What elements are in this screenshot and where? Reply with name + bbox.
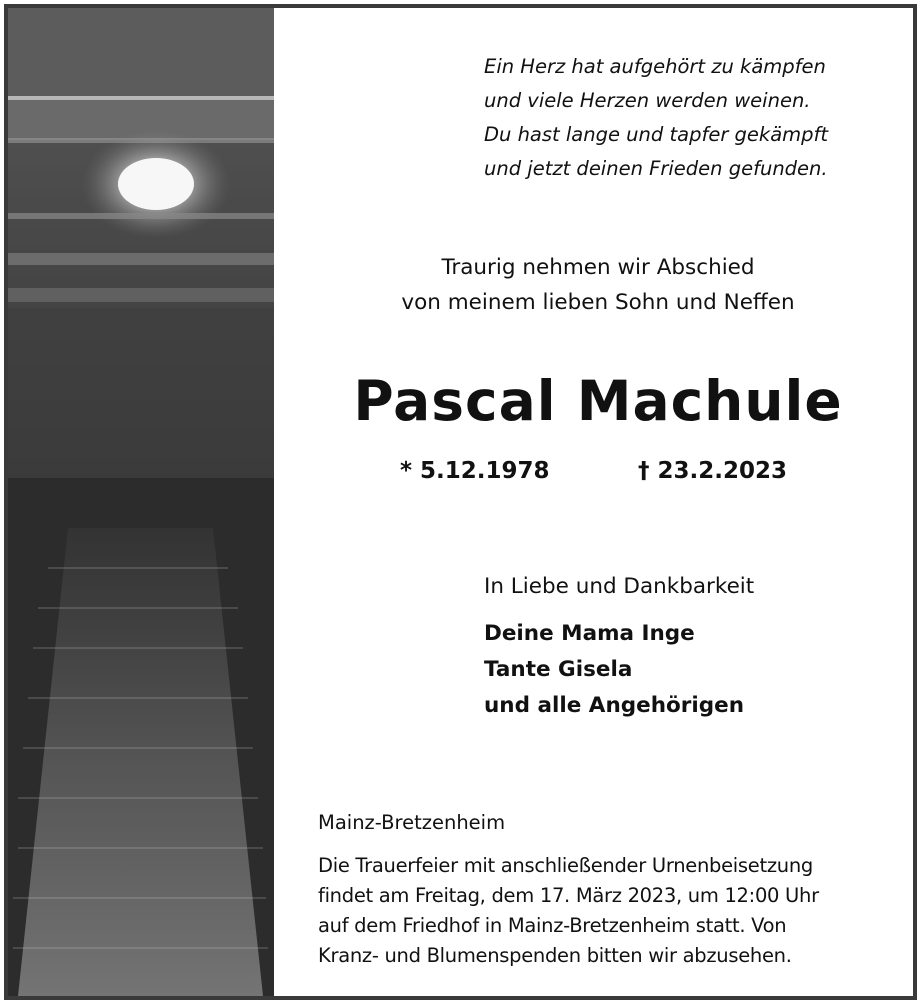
birth-date: * 5.12.1978 — [400, 458, 550, 484]
sunset-photo — [8, 8, 274, 996]
poem-line: Du hast lange und tapfer gekämpft — [484, 123, 829, 146]
mourner: Tante Gisela — [484, 657, 633, 682]
farewell-intro — [278, 250, 917, 320]
mourner: Deine Mama Inge — [484, 621, 695, 646]
poem-line: Ein Herz hat aufgehört zu kämpfen — [484, 55, 826, 78]
poem-line: und viele Herzen werden weinen. — [484, 89, 811, 112]
deceased-name: Pascal Machule — [353, 369, 843, 433]
death-date: † 23.2.2023 — [638, 458, 788, 484]
closing-phrase: In Liebe und Dankbarkeit — [484, 574, 755, 599]
notice-line: auf dem Friedhof in Mainz-Bretzenheim statt. Von — [318, 914, 787, 937]
poem — [484, 50, 904, 186]
notice-line: findet am Freitag, dem 17. März 2023, um 12:00 Uhr — [318, 884, 819, 907]
poem-line: und jetzt deinen Frieden gefunden. — [484, 157, 828, 180]
obituary-notice — [4, 4, 917, 1000]
intro-line: Traurig nehmen wir Abschied — [441, 255, 755, 280]
mourner: und alle Angehörigen — [484, 693, 745, 718]
sunset-sea-image — [8, 8, 274, 996]
funeral-notice — [318, 851, 848, 971]
mourners-list — [484, 616, 744, 724]
intro-line: von meinem lieben Sohn und Neffen — [401, 290, 795, 315]
notice-line: Kranz- und Blumenspenden bitten wir abzusehen. — [318, 944, 792, 967]
place-name: Mainz-Bretzenheim — [318, 811, 506, 834]
notice-line: Die Trauerfeier mit anschließender Urnenbeisetzung — [318, 854, 813, 877]
